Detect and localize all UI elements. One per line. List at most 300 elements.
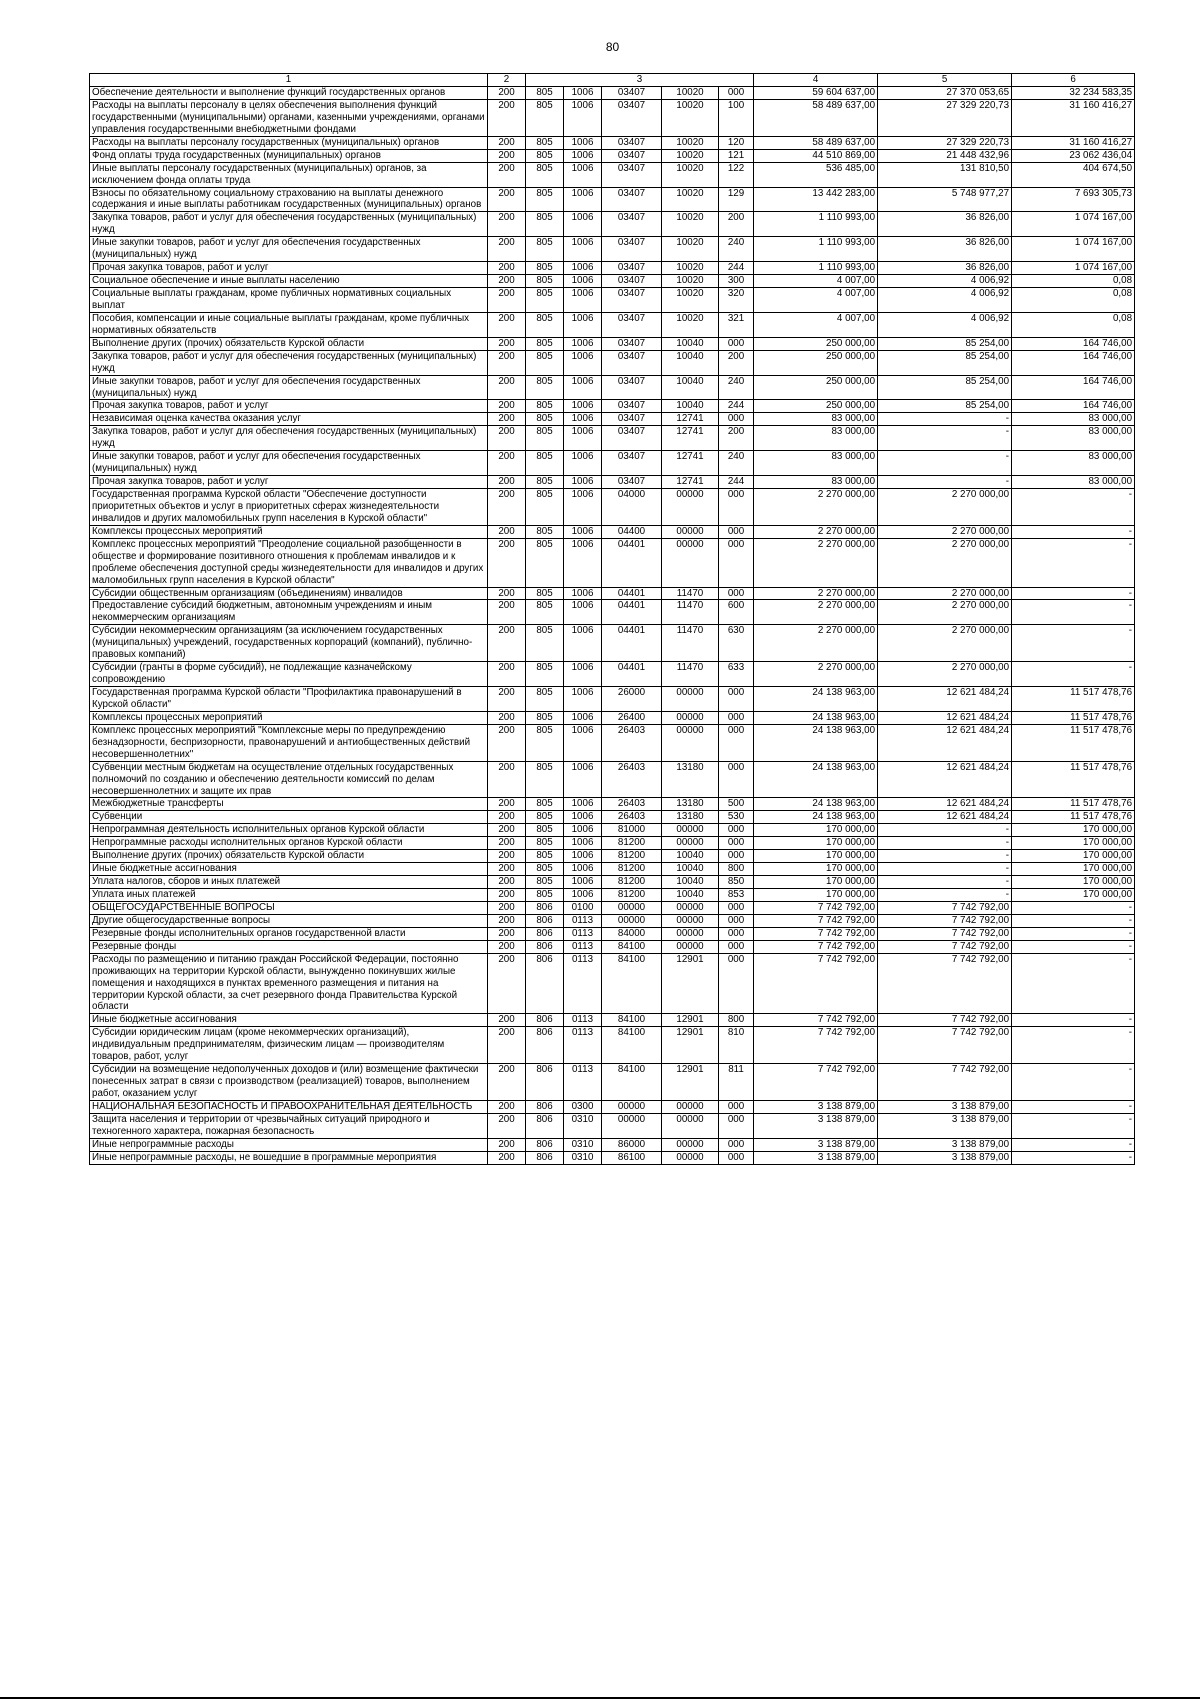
row-col5-amount-cell: 27 329 220,73 (878, 136, 1012, 149)
row-dept-code-cell: 806 (526, 1064, 564, 1101)
row-section-code-cell: 1006 (564, 149, 602, 162)
row-col6-amount-cell: 0,08 (1012, 312, 1135, 337)
row-col4-amount-cell: 2 270 000,00 (754, 538, 878, 587)
row-program-code-cell: 03407 (602, 350, 662, 375)
row-section-code-cell: 1006 (564, 662, 602, 687)
row-col6-amount-cell: 0,08 (1012, 275, 1135, 288)
row-name-cell: Иные бюджетные ассигнования (90, 863, 488, 876)
row-section-code-cell: 1006 (564, 489, 602, 526)
row-col5-amount-cell: 2 270 000,00 (878, 600, 1012, 625)
table-row (90, 337, 1135, 350)
row-col6-amount-cell: - (1012, 625, 1135, 662)
row-col5-amount-cell: 131 810,50 (878, 162, 1012, 187)
row-col5-amount-cell: 36 826,00 (878, 212, 1012, 237)
row-expense-type-code-cell: 500 (719, 798, 754, 811)
row-col6-amount-cell: - (1012, 1014, 1135, 1027)
row-col5-amount-cell: - (878, 837, 1012, 850)
row-col6-amount-cell: 23 062 436,04 (1012, 149, 1135, 162)
row-section-code-cell: 1006 (564, 237, 602, 262)
row-section-code-cell: 1006 (564, 187, 602, 212)
row-section-code-cell: 1006 (564, 876, 602, 889)
row-name-cell: Закупка товаров, работ и услуг для обеспечения государственных (муниципальных) нужд (90, 212, 488, 237)
row-section-code-cell: 1006 (564, 275, 602, 288)
row-name-cell: Непрограммные расходы исполнительных органов Курской области (90, 837, 488, 850)
row-gov-code-cell: 200 (488, 187, 526, 212)
row-dept-code-cell: 805 (526, 87, 564, 100)
row-section-code-cell: 0310 (564, 1138, 602, 1151)
table-row (90, 811, 1135, 824)
row-col5-amount-cell: 2 270 000,00 (878, 489, 1012, 526)
row-dept-code-cell: 805 (526, 413, 564, 426)
row-expense-type-code-cell: 000 (719, 1100, 754, 1113)
row-direction-code-cell: 11470 (662, 662, 719, 687)
row-name-cell: Иные закупки товаров, работ и услуг для обеспечения государственных (муниципальных) нужд (90, 237, 488, 262)
row-col6-amount-cell: 11 517 478,76 (1012, 798, 1135, 811)
row-direction-code-cell: 00000 (662, 901, 719, 914)
row-section-code-cell: 0310 (564, 1113, 602, 1138)
row-dept-code-cell: 805 (526, 889, 564, 902)
row-name-cell: Расходы на выплаты персоналу государственных (муниципальных) органов (90, 136, 488, 149)
row-col6-amount-cell: 170 000,00 (1012, 824, 1135, 837)
row-program-code-cell: 03407 (602, 426, 662, 451)
row-program-code-cell: 04401 (602, 587, 662, 600)
row-program-code-cell: 86000 (602, 1138, 662, 1151)
row-program-code-cell: 81200 (602, 876, 662, 889)
row-program-code-cell: 04000 (602, 489, 662, 526)
row-expense-type-code-cell: 000 (719, 489, 754, 526)
row-expense-type-code-cell: 811 (719, 1064, 754, 1101)
row-col6-amount-cell: 11 517 478,76 (1012, 687, 1135, 712)
row-direction-code-cell: 00000 (662, 927, 719, 940)
row-name-cell: Резервные фонды исполнительных органов государственной власти (90, 927, 488, 940)
row-dept-code-cell: 805 (526, 811, 564, 824)
row-col5-amount-cell: 36 826,00 (878, 262, 1012, 275)
row-dept-code-cell: 805 (526, 426, 564, 451)
row-section-code-cell: 1006 (564, 451, 602, 476)
row-col6-amount-cell: 83 000,00 (1012, 426, 1135, 451)
row-program-code-cell: 03407 (602, 136, 662, 149)
row-section-code-cell: 1006 (564, 350, 602, 375)
row-gov-code-cell: 200 (488, 451, 526, 476)
row-expense-type-code-cell: 800 (719, 1014, 754, 1027)
row-expense-type-code-cell: 630 (719, 625, 754, 662)
row-gov-code-cell: 200 (488, 837, 526, 850)
row-expense-type-code-cell: 244 (719, 476, 754, 489)
row-col5-amount-cell: 2 270 000,00 (878, 587, 1012, 600)
row-program-code-cell: 00000 (602, 901, 662, 914)
table-row (90, 312, 1135, 337)
table-row (90, 262, 1135, 275)
row-col5-amount-cell: 36 826,00 (878, 237, 1012, 262)
row-direction-code-cell: 11470 (662, 587, 719, 600)
row-name-cell: Иные закупки товаров, работ и услуг для обеспечения государственных (муниципальных) нужд (90, 451, 488, 476)
row-program-code-cell: 03407 (602, 212, 662, 237)
table-row (90, 237, 1135, 262)
header-col-3: 3 (526, 74, 754, 87)
row-col4-amount-cell: 170 000,00 (754, 889, 878, 902)
row-expense-type-code-cell: 000 (719, 824, 754, 837)
row-name-cell: Субвенции местным бюджетам на осуществление отдельных государственных полномочий по созданию и обеспечению деятельности комиссий по делам несовершеннолетних и защите их прав (90, 761, 488, 798)
row-direction-code-cell: 12741 (662, 476, 719, 489)
row-section-code-cell: 1006 (564, 476, 602, 489)
row-direction-code-cell: 13180 (662, 811, 719, 824)
row-program-code-cell: 81200 (602, 889, 662, 902)
row-dept-code-cell: 805 (526, 863, 564, 876)
row-expense-type-code-cell: 530 (719, 811, 754, 824)
row-direction-code-cell: 00000 (662, 1151, 719, 1164)
row-dept-code-cell: 806 (526, 927, 564, 940)
row-gov-code-cell: 200 (488, 136, 526, 149)
row-gov-code-cell: 200 (488, 489, 526, 526)
table-row (90, 876, 1135, 889)
table-row (90, 400, 1135, 413)
row-col4-amount-cell: 24 138 963,00 (754, 811, 878, 824)
table-row (90, 940, 1135, 953)
row-col4-amount-cell: 250 000,00 (754, 350, 878, 375)
row-col5-amount-cell: 2 270 000,00 (878, 625, 1012, 662)
row-name-cell: Социальные выплаты гражданам, кроме публичных нормативных социальных выплат (90, 288, 488, 313)
row-gov-code-cell: 200 (488, 400, 526, 413)
row-name-cell: Взносы по обязательному социальному страхованию на выплаты денежного содержания и иные выплаты работникам государственных (муниципальных) органов (90, 187, 488, 212)
row-expense-type-code-cell: 633 (719, 662, 754, 687)
row-direction-code-cell: 10040 (662, 350, 719, 375)
row-expense-type-code-cell: 200 (719, 212, 754, 237)
row-direction-code-cell: 00000 (662, 914, 719, 927)
row-col4-amount-cell: 7 742 792,00 (754, 1027, 878, 1064)
row-gov-code-cell: 200 (488, 413, 526, 426)
row-col6-amount-cell: 1 074 167,00 (1012, 262, 1135, 275)
row-program-code-cell: 81200 (602, 850, 662, 863)
row-name-cell: НАЦИОНАЛЬНАЯ БЕЗОПАСНОСТЬ И ПРАВООХРАНИТЕЛЬНАЯ ДЕЯТЕЛЬНОСТЬ (90, 1100, 488, 1113)
row-col4-amount-cell: 7 742 792,00 (754, 1014, 878, 1027)
row-dept-code-cell: 805 (526, 312, 564, 337)
table-row (90, 525, 1135, 538)
row-expense-type-code-cell: 200 (719, 350, 754, 375)
row-col4-amount-cell: 24 138 963,00 (754, 761, 878, 798)
row-expense-type-code-cell: 321 (719, 312, 754, 337)
row-section-code-cell: 0113 (564, 1027, 602, 1064)
row-col4-amount-cell: 1 110 993,00 (754, 237, 878, 262)
row-dept-code-cell: 805 (526, 824, 564, 837)
row-direction-code-cell: 11470 (662, 600, 719, 625)
row-program-code-cell: 84100 (602, 1064, 662, 1101)
row-col6-amount-cell: 164 746,00 (1012, 350, 1135, 375)
row-direction-code-cell: 10020 (662, 262, 719, 275)
row-dept-code-cell: 805 (526, 798, 564, 811)
row-direction-code-cell: 00000 (662, 940, 719, 953)
row-gov-code-cell: 200 (488, 901, 526, 914)
row-program-code-cell: 26403 (602, 798, 662, 811)
table-row (90, 187, 1135, 212)
row-name-cell: Фонд оплаты труда государственных (муниципальных) органов (90, 149, 488, 162)
row-name-cell: Предоставление субсидий бюджетным, автономным учреждениям и иным некоммерческим организациям (90, 600, 488, 625)
row-col5-amount-cell: 4 006,92 (878, 312, 1012, 337)
row-col5-amount-cell: 7 742 792,00 (878, 1014, 1012, 1027)
row-section-code-cell: 1006 (564, 850, 602, 863)
table-row (90, 662, 1135, 687)
table-row (90, 914, 1135, 927)
row-gov-code-cell: 200 (488, 538, 526, 587)
row-direction-code-cell: 10020 (662, 288, 719, 313)
row-col4-amount-cell: 3 138 879,00 (754, 1113, 878, 1138)
row-col5-amount-cell: 2 270 000,00 (878, 525, 1012, 538)
header-col-5: 5 (878, 74, 1012, 87)
row-gov-code-cell: 200 (488, 953, 526, 1014)
row-col5-amount-cell: 85 254,00 (878, 337, 1012, 350)
row-col4-amount-cell: 2 270 000,00 (754, 600, 878, 625)
row-dept-code-cell: 805 (526, 525, 564, 538)
row-direction-code-cell: 00000 (662, 711, 719, 724)
row-section-code-cell: 1006 (564, 724, 602, 761)
row-dept-code-cell: 806 (526, 1151, 564, 1164)
row-name-cell: Прочая закупка товаров, работ и услуг (90, 400, 488, 413)
row-col5-amount-cell: 5 748 977,27 (878, 187, 1012, 212)
table-row (90, 375, 1135, 400)
row-name-cell: Другие общегосударственные вопросы (90, 914, 488, 927)
row-section-code-cell: 1006 (564, 375, 602, 400)
row-col5-amount-cell: 21 448 432,96 (878, 149, 1012, 162)
budget-table-wrapper (89, 73, 1134, 1165)
row-program-code-cell: 03407 (602, 237, 662, 262)
row-name-cell: Уплата иных платежей (90, 889, 488, 902)
row-program-code-cell: 26403 (602, 811, 662, 824)
row-dept-code-cell: 805 (526, 162, 564, 187)
row-expense-type-code-cell: 200 (719, 426, 754, 451)
row-section-code-cell: 1006 (564, 413, 602, 426)
row-name-cell: Субсидии юридическим лицам (кроме некоммерческих организаций), индивидуальным предпринимателям, физическим лицам — производителям товаров, работ, услуг (90, 1027, 488, 1064)
row-name-cell: Субсидии некоммерческим организациям (за исключением государственных (муниципальных) учреждений, государственных корпораций (компаний), публично-правовых компаний) (90, 625, 488, 662)
row-col4-amount-cell: 250 000,00 (754, 375, 878, 400)
row-col4-amount-cell: 7 742 792,00 (754, 914, 878, 927)
row-col5-amount-cell: 3 138 879,00 (878, 1138, 1012, 1151)
row-program-code-cell: 03407 (602, 288, 662, 313)
row-col6-amount-cell: 83 000,00 (1012, 413, 1135, 426)
row-dept-code-cell: 806 (526, 940, 564, 953)
row-name-cell: Уплата налогов, сборов и иных платежей (90, 876, 488, 889)
row-col4-amount-cell: 170 000,00 (754, 876, 878, 889)
row-gov-code-cell: 200 (488, 288, 526, 313)
row-col5-amount-cell: 12 621 484,24 (878, 811, 1012, 824)
row-dept-code-cell: 805 (526, 876, 564, 889)
header-col-1: 1 (90, 74, 488, 87)
row-col6-amount-cell: - (1012, 901, 1135, 914)
row-name-cell: Иные закупки товаров, работ и услуг для обеспечения государственных (муниципальных) нужд (90, 375, 488, 400)
row-direction-code-cell: 10040 (662, 375, 719, 400)
row-expense-type-code-cell: 240 (719, 375, 754, 400)
row-col5-amount-cell: 4 006,92 (878, 275, 1012, 288)
table-row (90, 99, 1135, 136)
row-dept-code-cell: 805 (526, 375, 564, 400)
row-program-code-cell: 03407 (602, 451, 662, 476)
row-program-code-cell: 26403 (602, 761, 662, 798)
row-section-code-cell: 0113 (564, 927, 602, 940)
row-gov-code-cell: 200 (488, 811, 526, 824)
row-gov-code-cell: 200 (488, 375, 526, 400)
row-direction-code-cell: 10020 (662, 99, 719, 136)
row-section-code-cell: 1006 (564, 426, 602, 451)
row-col4-amount-cell: 2 270 000,00 (754, 662, 878, 687)
row-col6-amount-cell: - (1012, 538, 1135, 587)
row-name-cell: Иные непрограммные расходы, не вошедшие в программные мероприятия (90, 1151, 488, 1164)
table-row (90, 927, 1135, 940)
row-program-code-cell: 03407 (602, 87, 662, 100)
row-col6-amount-cell: - (1012, 600, 1135, 625)
row-col5-amount-cell: 3 138 879,00 (878, 1100, 1012, 1113)
row-col4-amount-cell: 44 510 869,00 (754, 149, 878, 162)
row-expense-type-code-cell: 000 (719, 413, 754, 426)
table-row (90, 288, 1135, 313)
row-section-code-cell: 1006 (564, 538, 602, 587)
row-dept-code-cell: 806 (526, 1014, 564, 1027)
row-gov-code-cell: 200 (488, 625, 526, 662)
row-section-code-cell: 0113 (564, 940, 602, 953)
row-col5-amount-cell: - (878, 876, 1012, 889)
row-col5-amount-cell: 7 742 792,00 (878, 1027, 1012, 1064)
row-section-code-cell: 0100 (564, 901, 602, 914)
row-col5-amount-cell: - (878, 863, 1012, 876)
row-col6-amount-cell: - (1012, 525, 1135, 538)
row-col4-amount-cell: 7 742 792,00 (754, 1064, 878, 1101)
row-gov-code-cell: 200 (488, 1014, 526, 1027)
row-direction-code-cell: 00000 (662, 724, 719, 761)
row-col5-amount-cell: - (878, 889, 1012, 902)
row-col5-amount-cell: 2 270 000,00 (878, 662, 1012, 687)
row-dept-code-cell: 806 (526, 1113, 564, 1138)
row-expense-type-code-cell: 810 (719, 1027, 754, 1064)
row-name-cell: Защита населения и территории от чрезвычайных ситуаций природного и техногенного характера, пожарная безопасность (90, 1113, 488, 1138)
row-col5-amount-cell: 7 742 792,00 (878, 1064, 1012, 1101)
row-expense-type-code-cell: 000 (719, 953, 754, 1014)
row-name-cell: Комплексы процессных мероприятий (90, 525, 488, 538)
row-program-code-cell: 04401 (602, 538, 662, 587)
row-gov-code-cell: 200 (488, 426, 526, 451)
table-row (90, 953, 1135, 1014)
row-name-cell: Расходы на выплаты персоналу в целях обеспечения выполнения функций государственными (муниципальными) органами, казенными учреждениями, органами управления государственными внебюджетными фондами (90, 99, 488, 136)
row-direction-code-cell: 10040 (662, 400, 719, 413)
row-dept-code-cell: 805 (526, 761, 564, 798)
row-direction-code-cell: 10040 (662, 876, 719, 889)
row-name-cell: Государственная программа Курской области "Обеспечение доступности приоритетных объектов и услуг в приоритетных сферах жизнедеятельности инвалидов и других маломобильных групп населения в Курской области" (90, 489, 488, 526)
row-col4-amount-cell: 250 000,00 (754, 337, 878, 350)
row-gov-code-cell: 200 (488, 600, 526, 625)
row-col5-amount-cell: 12 621 484,24 (878, 798, 1012, 811)
row-dept-code-cell: 805 (526, 288, 564, 313)
row-expense-type-code-cell: 800 (719, 863, 754, 876)
row-gov-code-cell: 200 (488, 1027, 526, 1064)
row-program-code-cell: 03407 (602, 187, 662, 212)
row-section-code-cell: 1006 (564, 811, 602, 824)
row-program-code-cell: 84100 (602, 1027, 662, 1064)
row-dept-code-cell: 805 (526, 587, 564, 600)
row-section-code-cell: 1006 (564, 87, 602, 100)
row-col4-amount-cell: 1 110 993,00 (754, 212, 878, 237)
row-col6-amount-cell: - (1012, 1100, 1135, 1113)
table-row (90, 600, 1135, 625)
row-gov-code-cell: 200 (488, 275, 526, 288)
table-row (90, 901, 1135, 914)
row-col4-amount-cell: 170 000,00 (754, 837, 878, 850)
row-direction-code-cell: 10020 (662, 149, 719, 162)
row-gov-code-cell: 200 (488, 724, 526, 761)
row-program-code-cell: 84000 (602, 927, 662, 940)
row-gov-code-cell: 200 (488, 798, 526, 811)
row-direction-code-cell: 12741 (662, 413, 719, 426)
row-col4-amount-cell: 1 110 993,00 (754, 262, 878, 275)
row-program-code-cell: 81200 (602, 863, 662, 876)
row-expense-type-code-cell: 000 (719, 724, 754, 761)
header-row (90, 74, 1135, 87)
row-col4-amount-cell: 59 604 637,00 (754, 87, 878, 100)
row-program-code-cell: 04400 (602, 525, 662, 538)
row-expense-type-code-cell: 000 (719, 1138, 754, 1151)
row-col6-amount-cell: - (1012, 953, 1135, 1014)
row-col4-amount-cell: 83 000,00 (754, 426, 878, 451)
row-direction-code-cell: 10020 (662, 187, 719, 212)
row-gov-code-cell: 200 (488, 237, 526, 262)
row-col5-amount-cell: - (878, 451, 1012, 476)
row-col6-amount-cell: 83 000,00 (1012, 451, 1135, 476)
row-name-cell: Иные выплаты персоналу государственных (муниципальных) органов, за исключением фонда оплаты труда (90, 162, 488, 187)
table-row (90, 350, 1135, 375)
row-col4-amount-cell: 58 489 637,00 (754, 136, 878, 149)
row-direction-code-cell: 00000 (662, 1138, 719, 1151)
row-gov-code-cell: 200 (488, 350, 526, 375)
row-dept-code-cell: 805 (526, 451, 564, 476)
row-gov-code-cell: 200 (488, 1100, 526, 1113)
row-dept-code-cell: 805 (526, 625, 564, 662)
row-expense-type-code-cell: 000 (719, 1113, 754, 1138)
row-expense-type-code-cell: 122 (719, 162, 754, 187)
row-dept-code-cell: 805 (526, 262, 564, 275)
row-expense-type-code-cell: 853 (719, 889, 754, 902)
row-program-code-cell: 03407 (602, 375, 662, 400)
row-expense-type-code-cell: 244 (719, 262, 754, 275)
row-dept-code-cell: 806 (526, 1138, 564, 1151)
row-program-code-cell: 03407 (602, 162, 662, 187)
row-section-code-cell: 0113 (564, 1014, 602, 1027)
row-col5-amount-cell: - (878, 850, 1012, 863)
row-col4-amount-cell: 536 485,00 (754, 162, 878, 187)
row-direction-code-cell: 10020 (662, 237, 719, 262)
row-expense-type-code-cell: 000 (719, 927, 754, 940)
table-row (90, 625, 1135, 662)
row-col5-amount-cell: 12 621 484,24 (878, 687, 1012, 712)
table-row (90, 1151, 1135, 1164)
row-name-cell: Обеспечение деятельности и выполнение функций государственных органов (90, 87, 488, 100)
row-expense-type-code-cell: 000 (719, 761, 754, 798)
row-dept-code-cell: 806 (526, 953, 564, 1014)
row-name-cell: Закупка товаров, работ и услуг для обеспечения государственных (муниципальных) нужд (90, 350, 488, 375)
row-program-code-cell: 03407 (602, 275, 662, 288)
row-direction-code-cell: 12741 (662, 426, 719, 451)
row-program-code-cell: 03407 (602, 149, 662, 162)
table-row (90, 413, 1135, 426)
row-gov-code-cell: 200 (488, 711, 526, 724)
row-expense-type-code-cell: 000 (719, 525, 754, 538)
row-name-cell: Расходы по размещению и питанию граждан Российской Федерации, постоянно проживающих на территории Курской области, вынужденно покинувших жилые помещения и находящихся в пунктах временного размещения и питания на территории Курской области, за счет резервного фонда Правительства Курской области (90, 953, 488, 1014)
row-dept-code-cell: 805 (526, 711, 564, 724)
row-name-cell: Социальное обеспечение и иные выплаты населению (90, 275, 488, 288)
row-col6-amount-cell: 31 160 416,27 (1012, 99, 1135, 136)
row-col4-amount-cell: 83 000,00 (754, 451, 878, 476)
row-expense-type-code-cell: 000 (719, 1151, 754, 1164)
row-expense-type-code-cell: 300 (719, 275, 754, 288)
row-program-code-cell: 26400 (602, 711, 662, 724)
row-dept-code-cell: 805 (526, 687, 564, 712)
row-col4-amount-cell: 4 007,00 (754, 288, 878, 313)
row-gov-code-cell: 200 (488, 525, 526, 538)
row-col6-amount-cell: 170 000,00 (1012, 837, 1135, 850)
